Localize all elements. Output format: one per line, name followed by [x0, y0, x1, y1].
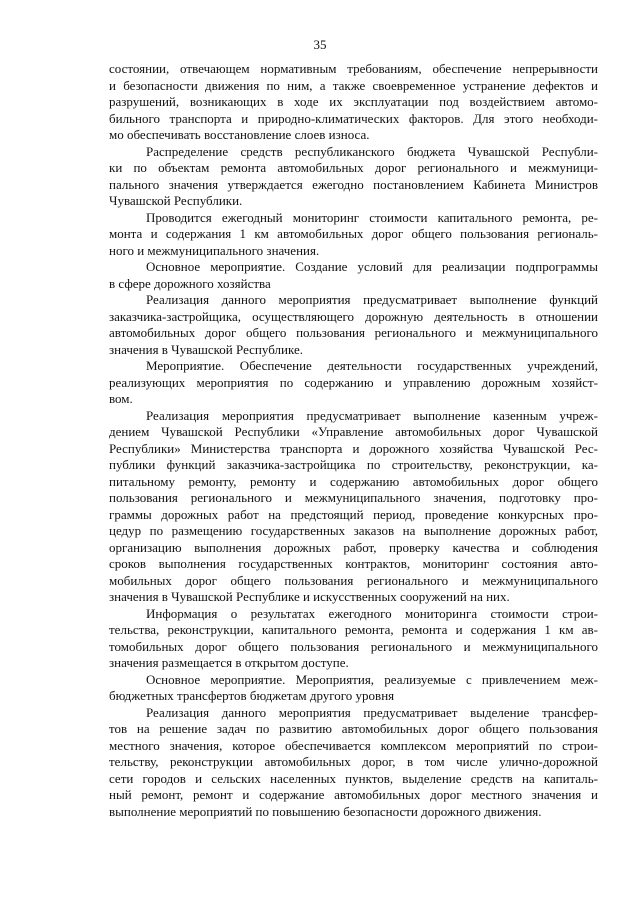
text-line: состоянии, отвечающем нормативным требованиям, обеспечение непрерывности — [109, 61, 598, 76]
text-line: тов на решение задач по развитию автомобильных дорог общего пользования — [109, 721, 598, 736]
text-line: бильного транспорта и природно-климатических факторов. Для этого необходи- — [109, 110, 598, 126]
text-line: монта и содержания 1 км автомобильных дорог общего пользования региональ- — [109, 226, 598, 241]
paragraph — [109, 606, 598, 672]
text-line: сети городов и сельских населенных пунктов, выделение средств на капиталь- — [109, 770, 598, 786]
text-line: реализующих мероприятия по содержанию и управлению дорожным хозяйст- — [109, 374, 598, 390]
text-line: Чувашской Республики. — [109, 193, 243, 208]
text-line: Реализация мероприятия предусматривает выполнение казенным учреж- — [146, 407, 598, 423]
text-line: Основное мероприятие. Создание условий для реализации подпрограммы — [146, 259, 598, 274]
text-line: ного и межмуниципального значения. — [109, 242, 320, 258]
text-line: публики функций заказчика-застройщика по строительству, реконструкции, ка- — [109, 457, 598, 472]
text-line: Информация о результатах ежегодного мониторинга стоимости строи- — [146, 605, 598, 621]
text-line: и безопасности движения по ним, а также своевременное устранение дефектов и — [109, 77, 598, 93]
paragraph — [109, 144, 598, 210]
text-line: тельства, реконструкции, капитального ремонта, ремонта и содержания 1 км ав- — [109, 622, 598, 637]
text-line: томобильных дорог общего пользования регионального и межмуниципального — [109, 638, 598, 654]
text-line: мобильных дорог общего пользования регионального и межмуниципального — [109, 572, 598, 588]
paragraph — [109, 408, 598, 606]
text-line: Мероприятие. Обеспечение деятельности государственных учреждений, — [146, 358, 598, 373]
page-number: 35 — [313, 37, 327, 52]
text-line: вом. — [109, 391, 133, 406]
text-line: дением Чувашской Республики «Управление автомобильных дорог Чувашской — [109, 424, 598, 439]
paragraph — [109, 259, 598, 292]
text-line: цедур по размещению государственных заказов на выполнение дорожных работ, — [109, 523, 598, 538]
text-line: значения в Чувашской Республике. — [109, 341, 303, 357]
text-line: значения в Чувашской Республике и искусственных сооружений на них. — [109, 589, 510, 604]
text-line: бюджетных трансфертов бюджетам другого уровня — [109, 688, 395, 703]
paragraph — [109, 210, 598, 260]
text-line: выполнение мероприятий по повышению безопасности дорожного движения. — [109, 803, 542, 819]
text-line: пального значения утверждается ежегодно постановлением Кабинета Министров — [109, 176, 598, 192]
paragraph — [109, 358, 598, 408]
paragraph — [109, 705, 598, 821]
text-line: Реализация данного мероприятия предусматривает выделение трансфер- — [146, 704, 598, 720]
text-line: разрушений, возникающих в ходе их эксплуатации под воздействием автомо- — [109, 94, 598, 109]
text-line: граммы дорожных работ на предстоящий период, проведение конкурсных про- — [109, 506, 598, 522]
text-line: мо обеспечивать восстановление слоев износа. — [109, 127, 370, 142]
paragraph — [109, 61, 598, 144]
text-line: в сфере дорожного хозяйства — [109, 275, 271, 291]
text-line: значения размещается в открытом доступе. — [109, 655, 349, 670]
paragraph — [109, 292, 598, 358]
text-line: пользования регионального и межмуниципального значения, подготовку про- — [109, 490, 598, 505]
text-line: Проводится ежегодный мониторинг стоимости капитального ремонта, ре- — [146, 209, 598, 225]
text-line: автомобильных дорог общего пользования регионального и межмуниципального — [109, 325, 598, 340]
text-line: тельству, реконструкции автомобильных дорог, в том числе улично-дорожной — [109, 754, 598, 769]
text-line: питальному ремонту, ремонту и содержанию автомобильных дорог общего — [109, 473, 598, 489]
text-line: организацию выполнения дорожных работ, проверку качества и соблюдения — [109, 539, 598, 555]
text-line: Реализация данного мероприятия предусматривает выполнение функций — [146, 292, 598, 307]
document-body — [109, 61, 598, 820]
paragraph — [109, 672, 598, 705]
text-line: местного значения, которое обеспечивается комплексом мероприятий по строи- — [109, 737, 598, 753]
text-line: Республики» Министерства транспорта и дорожного хозяйства Чувашской Рес- — [109, 440, 598, 456]
text-line: заказчика-застройщика, осуществляющего дорожную деятельность в отношении — [109, 308, 598, 324]
text-line: ный ремонт, ремонт и содержание автомобильных дорог местного значения и — [109, 787, 598, 802]
text-line: Основное мероприятие. Мероприятия, реализуемые с привлечением меж- — [146, 671, 598, 687]
text-line: Распределение средств республиканского бюджета Чувашской Республи- — [146, 143, 598, 159]
text-line: сроков выполнения государственных контрактов, мониторинг состояния авто- — [109, 556, 598, 571]
text-line: ки по объектам ремонта автомобильных дорог регионального и межмуници- — [109, 160, 598, 175]
